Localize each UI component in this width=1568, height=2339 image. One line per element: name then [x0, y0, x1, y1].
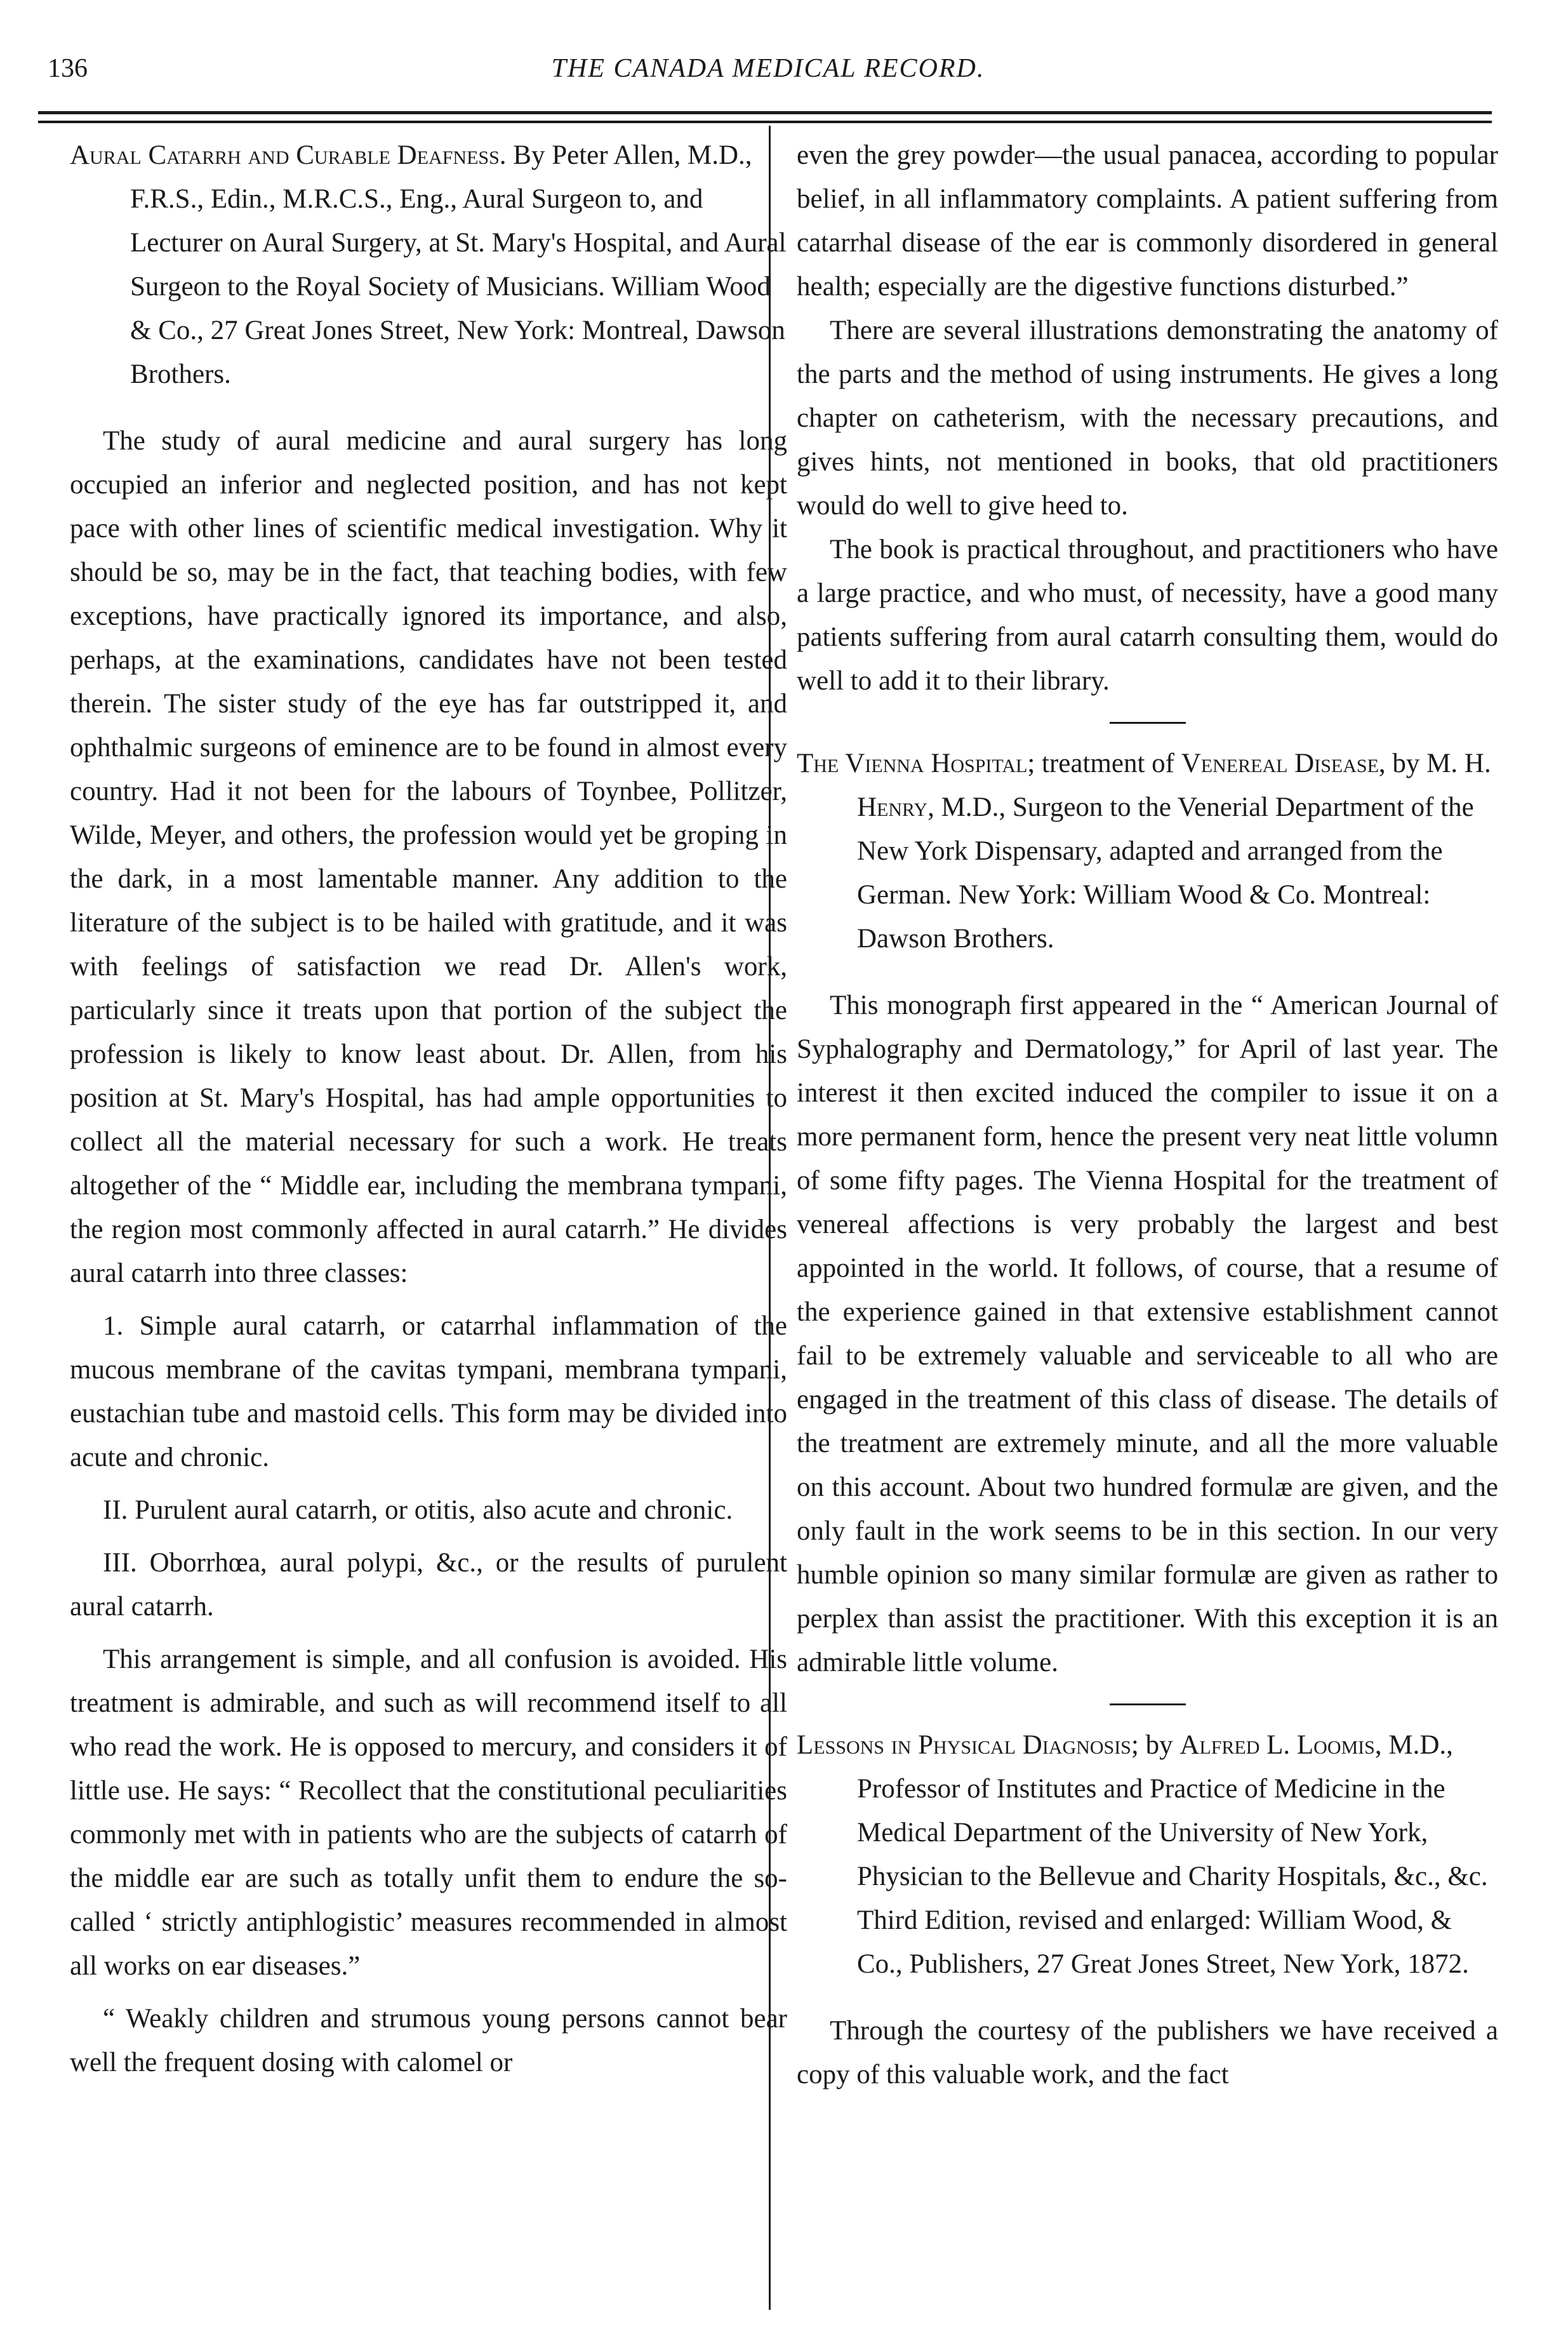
page-number: 136: [48, 54, 88, 83]
review-heading-aural-catarrh: [70, 133, 787, 396]
running-head: [48, 50, 1489, 88]
review-title: Lessons in Physical Diagnosis: [797, 1730, 1131, 1760]
review-citation: By Peter Allen, M.D., F.R.S., Edin., M.R.C.S., Eng., Aural Surgeon to, and Lecturer on Aural Surgery, at St. Mary's Hospital, and Aural Surgeon to the Royal Society of Musicians. William Wood & Co., 27 Great Jones Street, New York: Montreal, Dawson Brothers.: [130, 140, 787, 389]
review-by: , by: [1378, 749, 1420, 778]
right-column: [797, 133, 1498, 2096]
review-title-rest: ; treatment of: [1027, 749, 1174, 778]
review-author: M. H. Henry: [857, 749, 1491, 822]
review-paragraph: The study of aural medicine and aural surgery has long occupied an inferior and neglected position, and has not kept pace with other lines of scientific medical investigation. Why it should be so, may be in the fact, that teaching bodies, with few exceptions, have practically ignored its importance, and also, perhaps, at the examinations, candidates have not been tested therein. The sister study of the eye has far outstripped it, and ophthalmic surgeons of eminence are to be found in almost every country. Had it not been for the labours of Toynbee, Pollitzer, Wilde, Meyer, and others, the profession would yet be groping in the dark, in a most lamentable manner. Any addition to the literature of the subject is to be hailed with gratitude, and it was with feelings of satisfaction we read Dr. Allen's work, particularly since it treats upon that portion of the subject the profession is likely to know least about. Dr. Allen, from his position at St. Mary's Hospital, has had ample opportunities to collect all the material necessary for such a work. He treats altogether of the “ Middle ear, including the membrana tympani, the region most commonly affected in aural catarrh.” He divides aural catarrh into three classes:: [70, 426, 787, 1288]
review-by: ; by: [1131, 1730, 1173, 1760]
header-rule-top: [38, 111, 1492, 114]
review-citation: , M.D., Professor of Institutes and Practice of Medicine in the Medical Department of the University of New York, Physician to the Bellevue and Charity Hospitals, &c., &c. Third Edition, revised and enlarged: William Wood, & Co., Publishers, 27 Great Jones Street, New York, 1872.: [857, 1730, 1488, 1979]
review-title: The Vienna Hospital: [797, 749, 1028, 778]
header-rule-bottom: [38, 121, 1492, 123]
list-item-class-3: III. Oborrhœa, aural polypi, &c., or the results of purulent aural catarrh.: [70, 1548, 787, 1622]
review-citation: , M.D., Surgeon to the Venerial Department of the New York Dispensary, adapted and arranged from the German. New York: William Wood & Co. Montreal: Dawson Brothers.: [857, 792, 1474, 954]
review-heading-physical-diagnosis: [797, 1723, 1498, 1986]
review-subject: Venereal Disease: [1181, 749, 1379, 778]
list-item-class-1: 1. Simple aural catarrh, or catarrhal inflammation of the mucous membrane of the cavitas tympani, membrana tympani, eustachian tube and mastoid cells. This form may be divided into acute and chronic.: [70, 1311, 787, 1472]
review-paragraph: This monograph first appeared in the “ American Journal of Syphalography and Dermatology,” for April of last year. The interest it then excited induced the compiler to issue it on a more permanent form, hence the present very neat little volumn of some fifty pages. The Vienna Hospital for the treatment of venereal affections is very probably the largest and best appointed in the world. It follows, of course, that a resume of the experience gained in that extensive establishment cannot fail to be extremely valuable and serviceable to all who are engaged in the treatment of this class of disease. The details of the treatment are extremely minute, and all the more valuable on this account. About two hundred formulæ are given, and the only fault in the work seems to be in this section. In our very humble opinion so many similar formulæ are given as rather to perplex than assist the practitioner. With this exception it is an admirable little volume.: [797, 990, 1498, 1677]
left-column: [70, 133, 787, 2084]
continued-paragraph: even the grey powder—the usual panacea, according to popular belief, in all inflammatory complaints. A patient suffering from catarrhal disease of the ear is commonly disordered in general health; especially are the digestive functions disturbed.”: [797, 140, 1498, 302]
review-paragraph: This arrangement is simple, and all confusion is avoided. His treatment is admirable, and such as will recommend itself to all who read the work. He is opposed to mercury, and considers it of little use. He says: “ Recollect that the constitutional peculiarities commonly met with in patients who are the subjects of catarrh of the middle ear are such as totally unfit them to endure the so-called ‘ strictly antiphlogistic’ measures recommended in almost all works on ear diseases.”: [70, 1644, 787, 1981]
review-paragraph: “ Weakly children and strumous young persons cannot bear well the frequent dosing with calomel or: [70, 2004, 787, 2077]
review-heading-vienna-hospital: [797, 742, 1498, 961]
section-separator: [1110, 1703, 1186, 1705]
section-separator: [1110, 722, 1186, 724]
review-title: Aural Catarrh and Curable Deafness.: [70, 140, 507, 170]
review-paragraph: There are several illustrations demonstrating the anatomy of the parts and the method of using instruments. He gives a long chapter on catheterism, with the necessary precautions, and gives hints, not mentioned in books, that old practitioners would do well to give heed to.: [797, 316, 1498, 521]
journal-title: THE CANADA MEDICAL RECORD.: [551, 54, 985, 83]
review-paragraph: Through the courtesy of the publishers we have received a copy of this valuable work, and the fact: [797, 2016, 1498, 2089]
list-item-class-2: II. Purulent aural catarrh, or otitis, also acute and chronic.: [103, 1495, 733, 1525]
review-author: Alfred L. Loomis: [1179, 1730, 1375, 1760]
review-paragraph: The book is practical throughout, and practitioners who have a large practice, and who must, of necessity, have a good many patients suffering from aural catarrh consulting them, would do well to add it to their library.: [797, 535, 1498, 696]
